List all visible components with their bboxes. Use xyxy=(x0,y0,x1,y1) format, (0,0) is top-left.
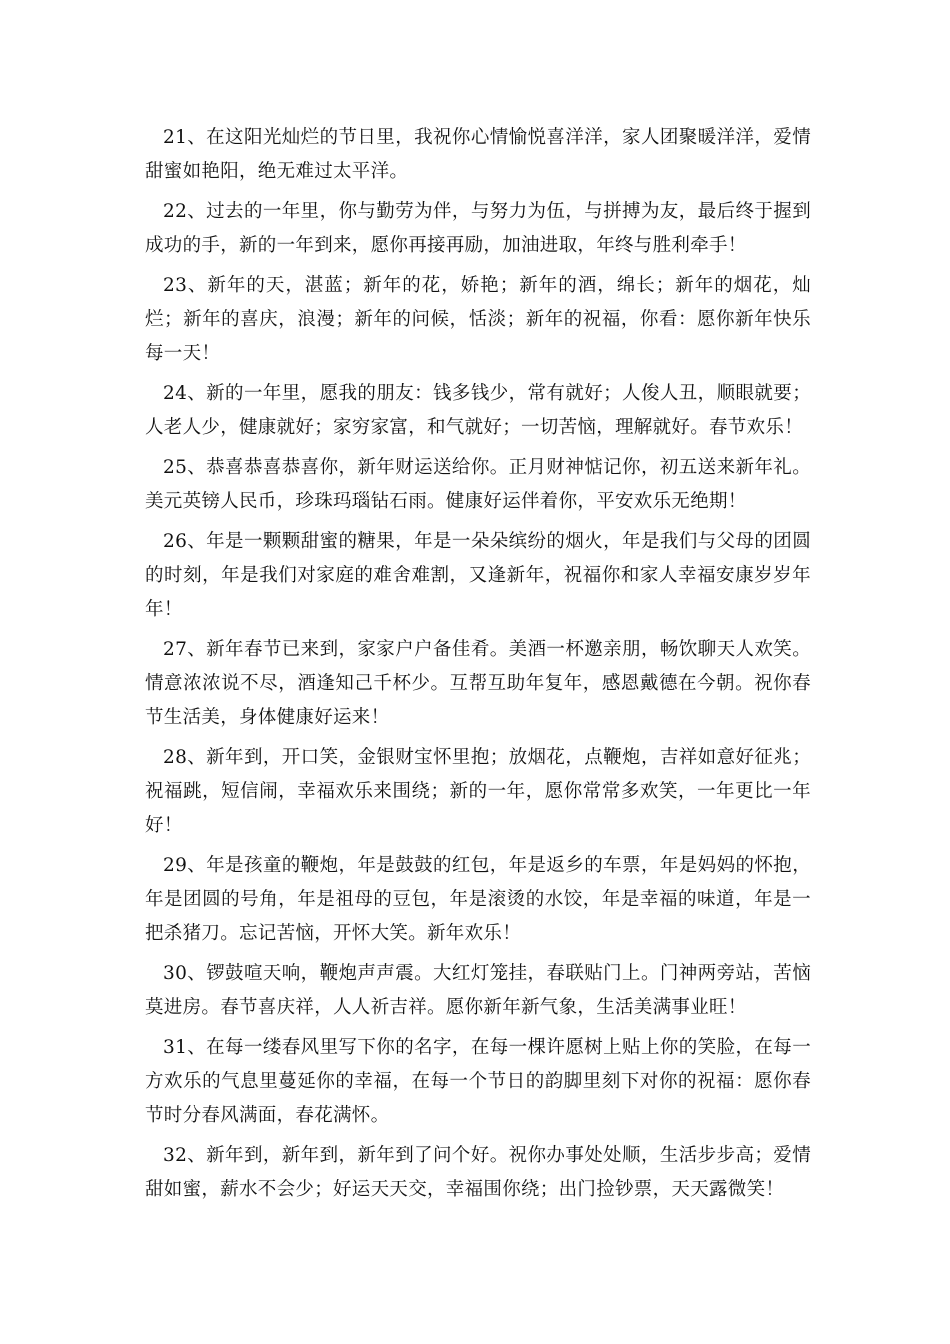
paragraph-32: 32、新年到，新年到，新年到了问个好。祝你办事处处顺，生活步步高；爱情甜如蜜，薪水不会少；好运天天交，幸福围你绕；出门捡钞票，天天露微笑！ xyxy=(145,1145,811,1200)
paragraph-26: 26、年是一颗颗甜蜜的糖果，年是一朵朵缤纷的烟火，年是我们与父母的团圆的时刻，年是我们对家庭的难舍难割，又逢新年，祝福你和家人幸福安康岁岁年年！ xyxy=(145,531,811,620)
paragraph-21: 21、在这阳光灿烂的节日里，我祝你心情愉悦喜洋洋，家人团聚暖洋洋，爱情甜蜜如艳阳，绝无难过太平洋。 xyxy=(145,127,811,182)
document-page xyxy=(145,121,811,1213)
paragraph-23: 23、新年的天，湛蓝；新年的花，娇艳；新年的酒，绵长；新年的烟花，灿烂；新年的喜庆，浪漫；新年的问候，恬淡；新年的祝福，你看：愿你新年快乐每一天！ xyxy=(145,275,811,364)
paragraph-27: 27、新年春节已来到，家家户户备佳肴。美酒一杯邀亲朋，畅饮聊天人欢笑。情意浓浓说不尽，酒逢知己千杯少。互帮互助年复年，感恩戴德在今朝。祝你春节生活美，身体健康好运来！ xyxy=(145,639,811,728)
paragraph-28: 28、新年到，开口笑，金银财宝怀里抱；放烟花，点鞭炮，吉祥如意好征兆；祝福跳，短信闹，幸福欢乐来围绕；新的一年，愿你常常多欢笑，一年更比一年好！ xyxy=(145,747,811,836)
paragraph-25: 25、恭喜恭喜恭喜你，新年财运送给你。正月财神惦记你，初五送来新年礼。美元英镑人民币，珍珠玛瑙钻石雨。健康好运伴着你，平安欢乐无绝期！ xyxy=(145,457,811,512)
paragraph-22: 22、过去的一年里，你与勤劳为伴，与努力为伍，与拼搏为友，最后终于握到成功的手，新的一年到来，愿你再接再励，加油进取，年终与胜利牵手！ xyxy=(145,201,811,256)
paragraph-24: 24、新的一年里，愿我的朋友：钱多钱少，常有就好；人俊人丑，顺眼就要；人老人少，健康就好；家穷家富，和气就好；一切苦恼，理解就好。春节欢乐！ xyxy=(145,383,811,438)
paragraph-30: 30、锣鼓喧天响，鞭炮声声震。大红灯笼挂，春联贴门上。门神两旁站，苦恼莫进房。春节喜庆祥，人人祈吉祥。愿你新年新气象，生活美满事业旺！ xyxy=(145,963,811,1018)
paragraph-31: 31、在每一缕春风里写下你的名字，在每一棵许愿树上贴上你的笑脸，在每一方欢乐的气息里蔓延你的幸福，在每一个节日的韵脚里刻下对你的祝福：愿你春节时分春风满面，春花满怀。 xyxy=(145,1037,811,1126)
paragraph-29: 29、年是孩童的鞭炮，年是鼓鼓的红包，年是返乡的车票，年是妈妈的怀抱，年是团圆的号角，年是祖母的豆包，年是滚烫的水饺，年是幸福的味道，年是一把杀猪刀。忘记苦恼，开怀大笑。新年欢乐！ xyxy=(145,855,811,944)
